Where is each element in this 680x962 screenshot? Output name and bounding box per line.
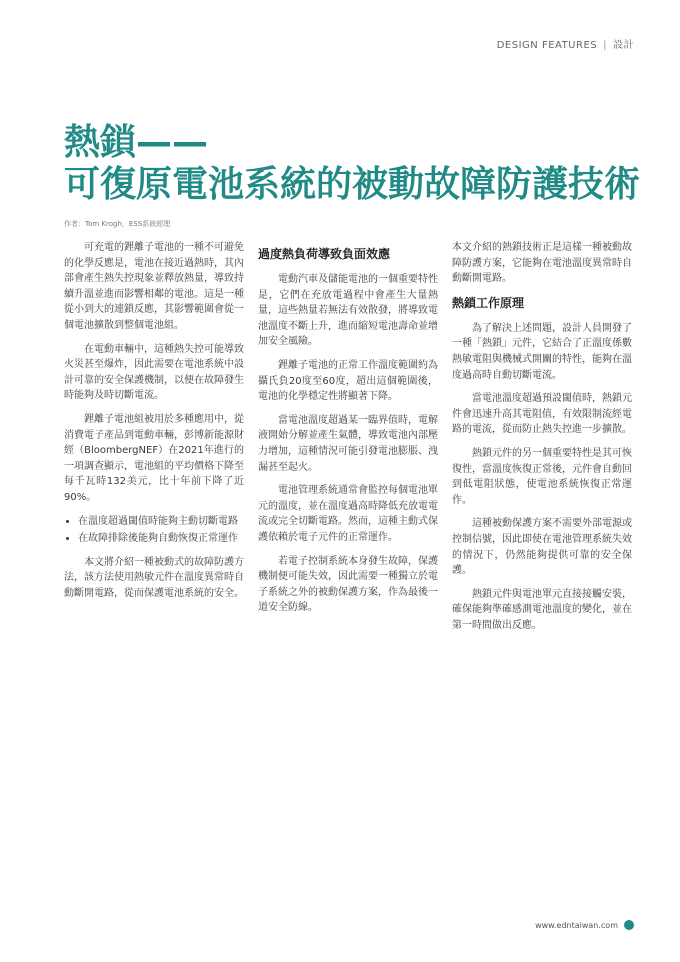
paragraph: 本文介紹的熱鎖技術正是這樣一種被動故障防護方案，它能夠在電池溫度異常時自動斷開電路。 [452, 242, 632, 285]
paragraph: 鋰離子電池的正常工作溫度範圍約為攝氏負20度至60度，超出這個範圍後，電池的化學穩定性將顯著下降。 [258, 359, 438, 403]
paragraph: 在電動車輛中，這種熱失控可能導致火災甚至爆炸，因此需要在電池系統中設計可靠的安全保護機制，以便在故障發生時能夠及時切斷電流。 [64, 343, 244, 402]
header-subsection: 設計 [613, 40, 634, 51]
byline: 作者：Tom Krogh，ESS系統經理 [64, 220, 171, 228]
footer-url: www.edntaiwan.com [535, 920, 618, 930]
paragraph: 若電子控制系統本身發生故障，保護機制便可能失效，因此需要一種獨立於電子系統之外的被動保護方案，作為最後一道安全防線。 [258, 555, 438, 614]
list-item: • 在溫度超過閾值時能夠主動切斷電路 [78, 514, 244, 530]
header-separator: | [603, 40, 607, 51]
header-section: DESIGN FEATURES [496, 40, 598, 51]
paragraph: 電池管理系統通常會監控每個電池單元的溫度，並在溫度過高時降低充放電電流或完全切斷電路。然而，這種主動式保護依賴於電子元件的正常運作。 [258, 485, 438, 543]
paragraph: 鋰離子電池組被用於多種應用中，從消費電子產品到電動車輛，彭博新能源財經（BloombergNEF）在2021年進行的一項調查顯示，電池組的平均價格下降至每千瓦時132美元，比十年前下降了近90%。 [64, 413, 244, 503]
column-3 [452, 240, 632, 641]
paragraph: 當電池溫度超過預設閾值時，熱鎖元件會迅速升高其電阻值，有效限制流經電路的電流，從而防止熱失控進一步擴散。 [452, 393, 632, 436]
page-marker-icon [624, 920, 634, 930]
section-heading: 過度熱負荷導致負面效應 [258, 247, 391, 261]
page-footer [535, 920, 634, 930]
article-title [64, 122, 640, 206]
paragraph: 本文將介紹一種被動式的故障防護方法，該方法使用熱敏元件在溫度異常時自動斷開電路，從而保護電池系統的安全。 [64, 556, 244, 599]
column-1 [64, 240, 244, 609]
title-line-2: 可復原電池系統的被動故障防護技術 [64, 164, 641, 205]
bullet-list [64, 514, 244, 547]
paragraph: 當電池溫度超過某一臨界值時，電解液開始分解並產生氣體，導致電池內部壓力增加，這種情況可能引發電池膨脹、洩漏甚至起火。 [258, 414, 438, 473]
section-heading: 熱鎖工作原理 [452, 295, 525, 310]
paragraph: 電動汽車及儲能電池的一個重要特性是，它們在充放電過程中會產生大量熱量，這些熱量若無法有效散發，將導致電池溫度不斷上升，進而縮短電池壽命並增加安全風險。 [258, 274, 438, 348]
paragraph: 熱鎖元件與電池單元直接接觸安裝，確保能夠準確感測電池溫度的變化，並在第一時間做出反應。 [452, 588, 632, 631]
title-line-1: 熱鎖—— [64, 122, 209, 163]
paragraph: 熱鎖元件的另一個重要特性是其可恢復性，當溫度恢復正常後，元件會自動回到低電阻狀態，使電池系統恢復正常運作。 [452, 447, 632, 506]
column-2 [258, 240, 438, 624]
paragraph: 為了解決上述問題，設計人員開發了一種「熱鎖」元件，它結合了正溫度係數熱敏電阻與機械式開關的特性，能夠在溫度過高時自動切斷電流。 [452, 322, 632, 381]
paragraph: 這種被動保護方案不需要外部電源或控制信號，因此即使在電池管理系統失效的情況下，仍然能夠提供可靠的安全保護。 [452, 518, 632, 577]
list-item: • 在故障排除後能夠自動恢復正常運作 [78, 531, 244, 547]
paragraph: 可充電的鋰離子電池的一種不可避免的化學反應是，電池在接近過熱時，其內部會產生熱失控現象並釋放熱量，導致持續升溫並進而影響相鄰的電池。這是一種從小到大的連鎖反應，其影響範圍會從一個電池擴散到整個電池組。 [64, 242, 244, 331]
running-header [497, 36, 634, 51]
